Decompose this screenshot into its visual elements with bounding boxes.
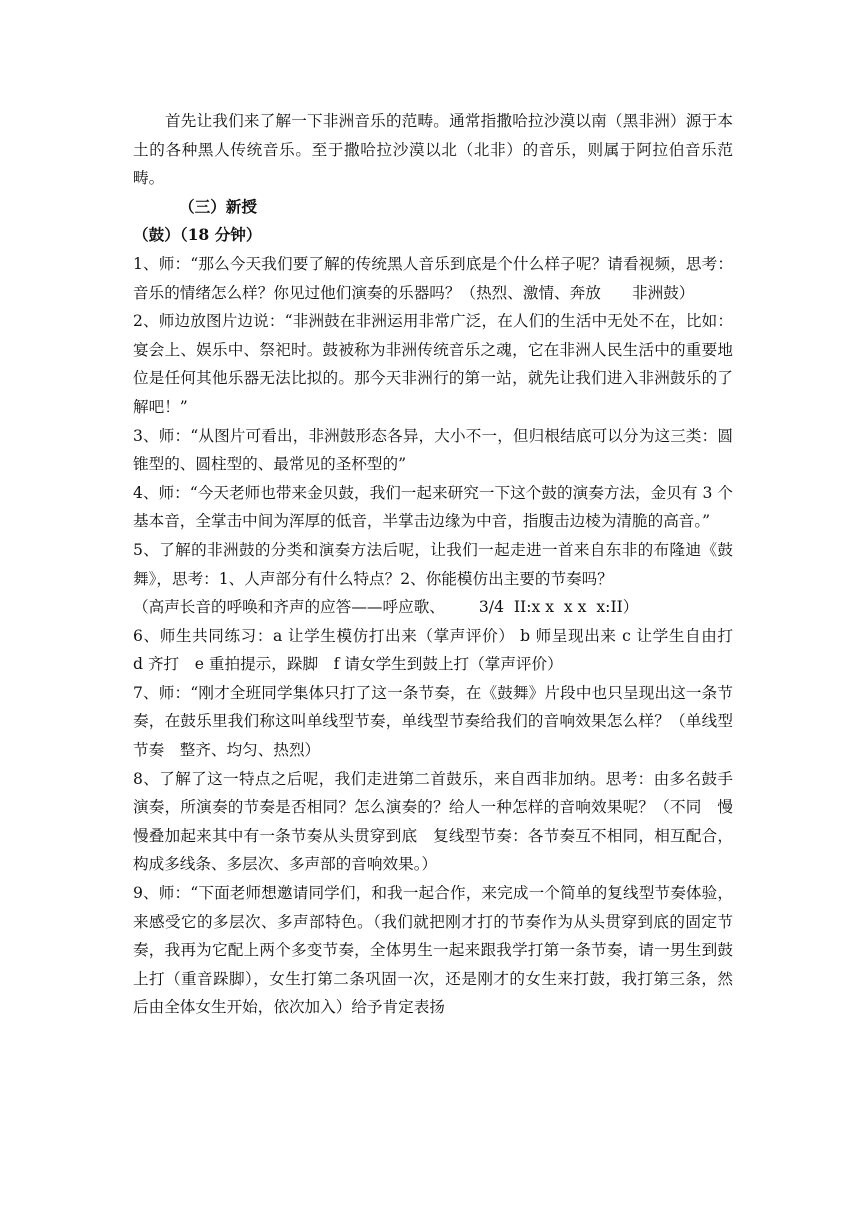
section-heading: （三）新授	[179, 196, 257, 216]
step-2-paragraph: 2、师边放图片边说：“非洲鼓在非洲运用非常广泛，在人们的生活中无处不在，比如：宴会上、娱乐中、祭祀时。鼓被称为非洲传统音乐之魂，它在非洲人民生活中的重要地位是任何其他乐器无法比拟的。那今天非洲行的第一站，就先让我们进入非洲鼓乐的了解吧！”	[133, 312, 733, 416]
document-body	[133, 107, 749, 1022]
step-8-paragraph: 8、了解了这一特点之后呢，我们走进第二首鼓乐，来自西非加纳。思考：由多名鼓手演奏，所演奏的节奏是否相同？怎么演奏的？给人一种怎样的音响效果呢？（不同 慢慢叠加起来其中有一条节奏从头贯穿到底 复线型节奏：各节奏互不相同，相互配合，构成多线条、多层次、多声部的音响效果。）	[133, 769, 733, 874]
step-5-rhythm-notation: 3/4 II:x x x x x:II）	[478, 598, 639, 617]
step-6-paragraph: 6、师生共同练习：a 让学生模仿打出来（掌声评价） b 师呈现出来 c 让学生自由打 d 齐打 e 重拍提示，跺脚 f 请女学生到鼓上打（掌声评价）	[133, 626, 749, 674]
step-7-paragraph: 7、师：“刚才全班同学集体只打了这一条节奏，在《鼓舞》片段中也只呈现出这一条节奏，在鼓乐里我们称这叫单线型节奏，单线型节奏给我们的音响效果怎么样？（单线型节奏 整齐、均匀、热烈）	[133, 683, 733, 760]
step-5-answer-line	[133, 593, 733, 622]
intro-paragraph: 首先让我们来了解一下非洲音乐的范畴。通常指撒哈拉沙漠以南（黑非洲）源于本土的各种黑人传统音乐。至于撒哈拉沙漠以北（北非）的音乐，则属于阿拉伯音乐范畴。	[133, 112, 733, 188]
step-3-paragraph: 3、师：“从图片可看出，非洲鼓形态各异，大小不一，但归根结底可以分为这三类：圆锥型的、圆柱型的、最常见的圣杯型的”	[133, 426, 733, 474]
step-5-answer-text: （高声长音的呼唤和齐声的应答——呼应歌、	[133, 598, 445, 617]
step-4-paragraph: 4、师：“今天老师也带来金贝鼓，我们一起来研究一下这个鼓的演奏方法，金贝有 3 个基本音，全掌击中间为浑厚的低音，半掌击边缘为中音，指腹击边棱为清脆的高音。”	[133, 483, 733, 531]
step-1-paragraph: 1、师：“那么今天我们要了解的传统黑人音乐到底是个什么样子呢？请看视频，思考：音乐的情绪怎么样？你见过他们演奏的乐器吗？（热烈、激情、奔放 非洲鼓）	[133, 254, 733, 302]
step-5-paragraph: 5、了解的非洲鼓的分类和演奏方法后呢，让我们一起走进一首来自东非的布隆迪《鼓舞》，思考：1、人声部分有什么特点？2、你能模仿出主要的节奏吗？	[133, 540, 733, 588]
subsection-heading: （鼓）（18 分钟）	[133, 225, 262, 245]
step-9-paragraph: 9、师：“下面老师想邀请同学们，和我一起合作，来完成一个简单的复线型节奏体验，来感受它的多层次、多声部特色。（我们就把刚才打的节奏作为从头贯穿到底的固定节奏，我再为它配上两个多变节奏，全体男生一起来跟我学打第一条节奏，请一男生到鼓上打（重音跺脚），女生打第二条巩固一次，还是刚才的女生来打鼓，我打第三条，然后由全体女生开始，依次加入）给予肯定表扬	[133, 884, 733, 1017]
